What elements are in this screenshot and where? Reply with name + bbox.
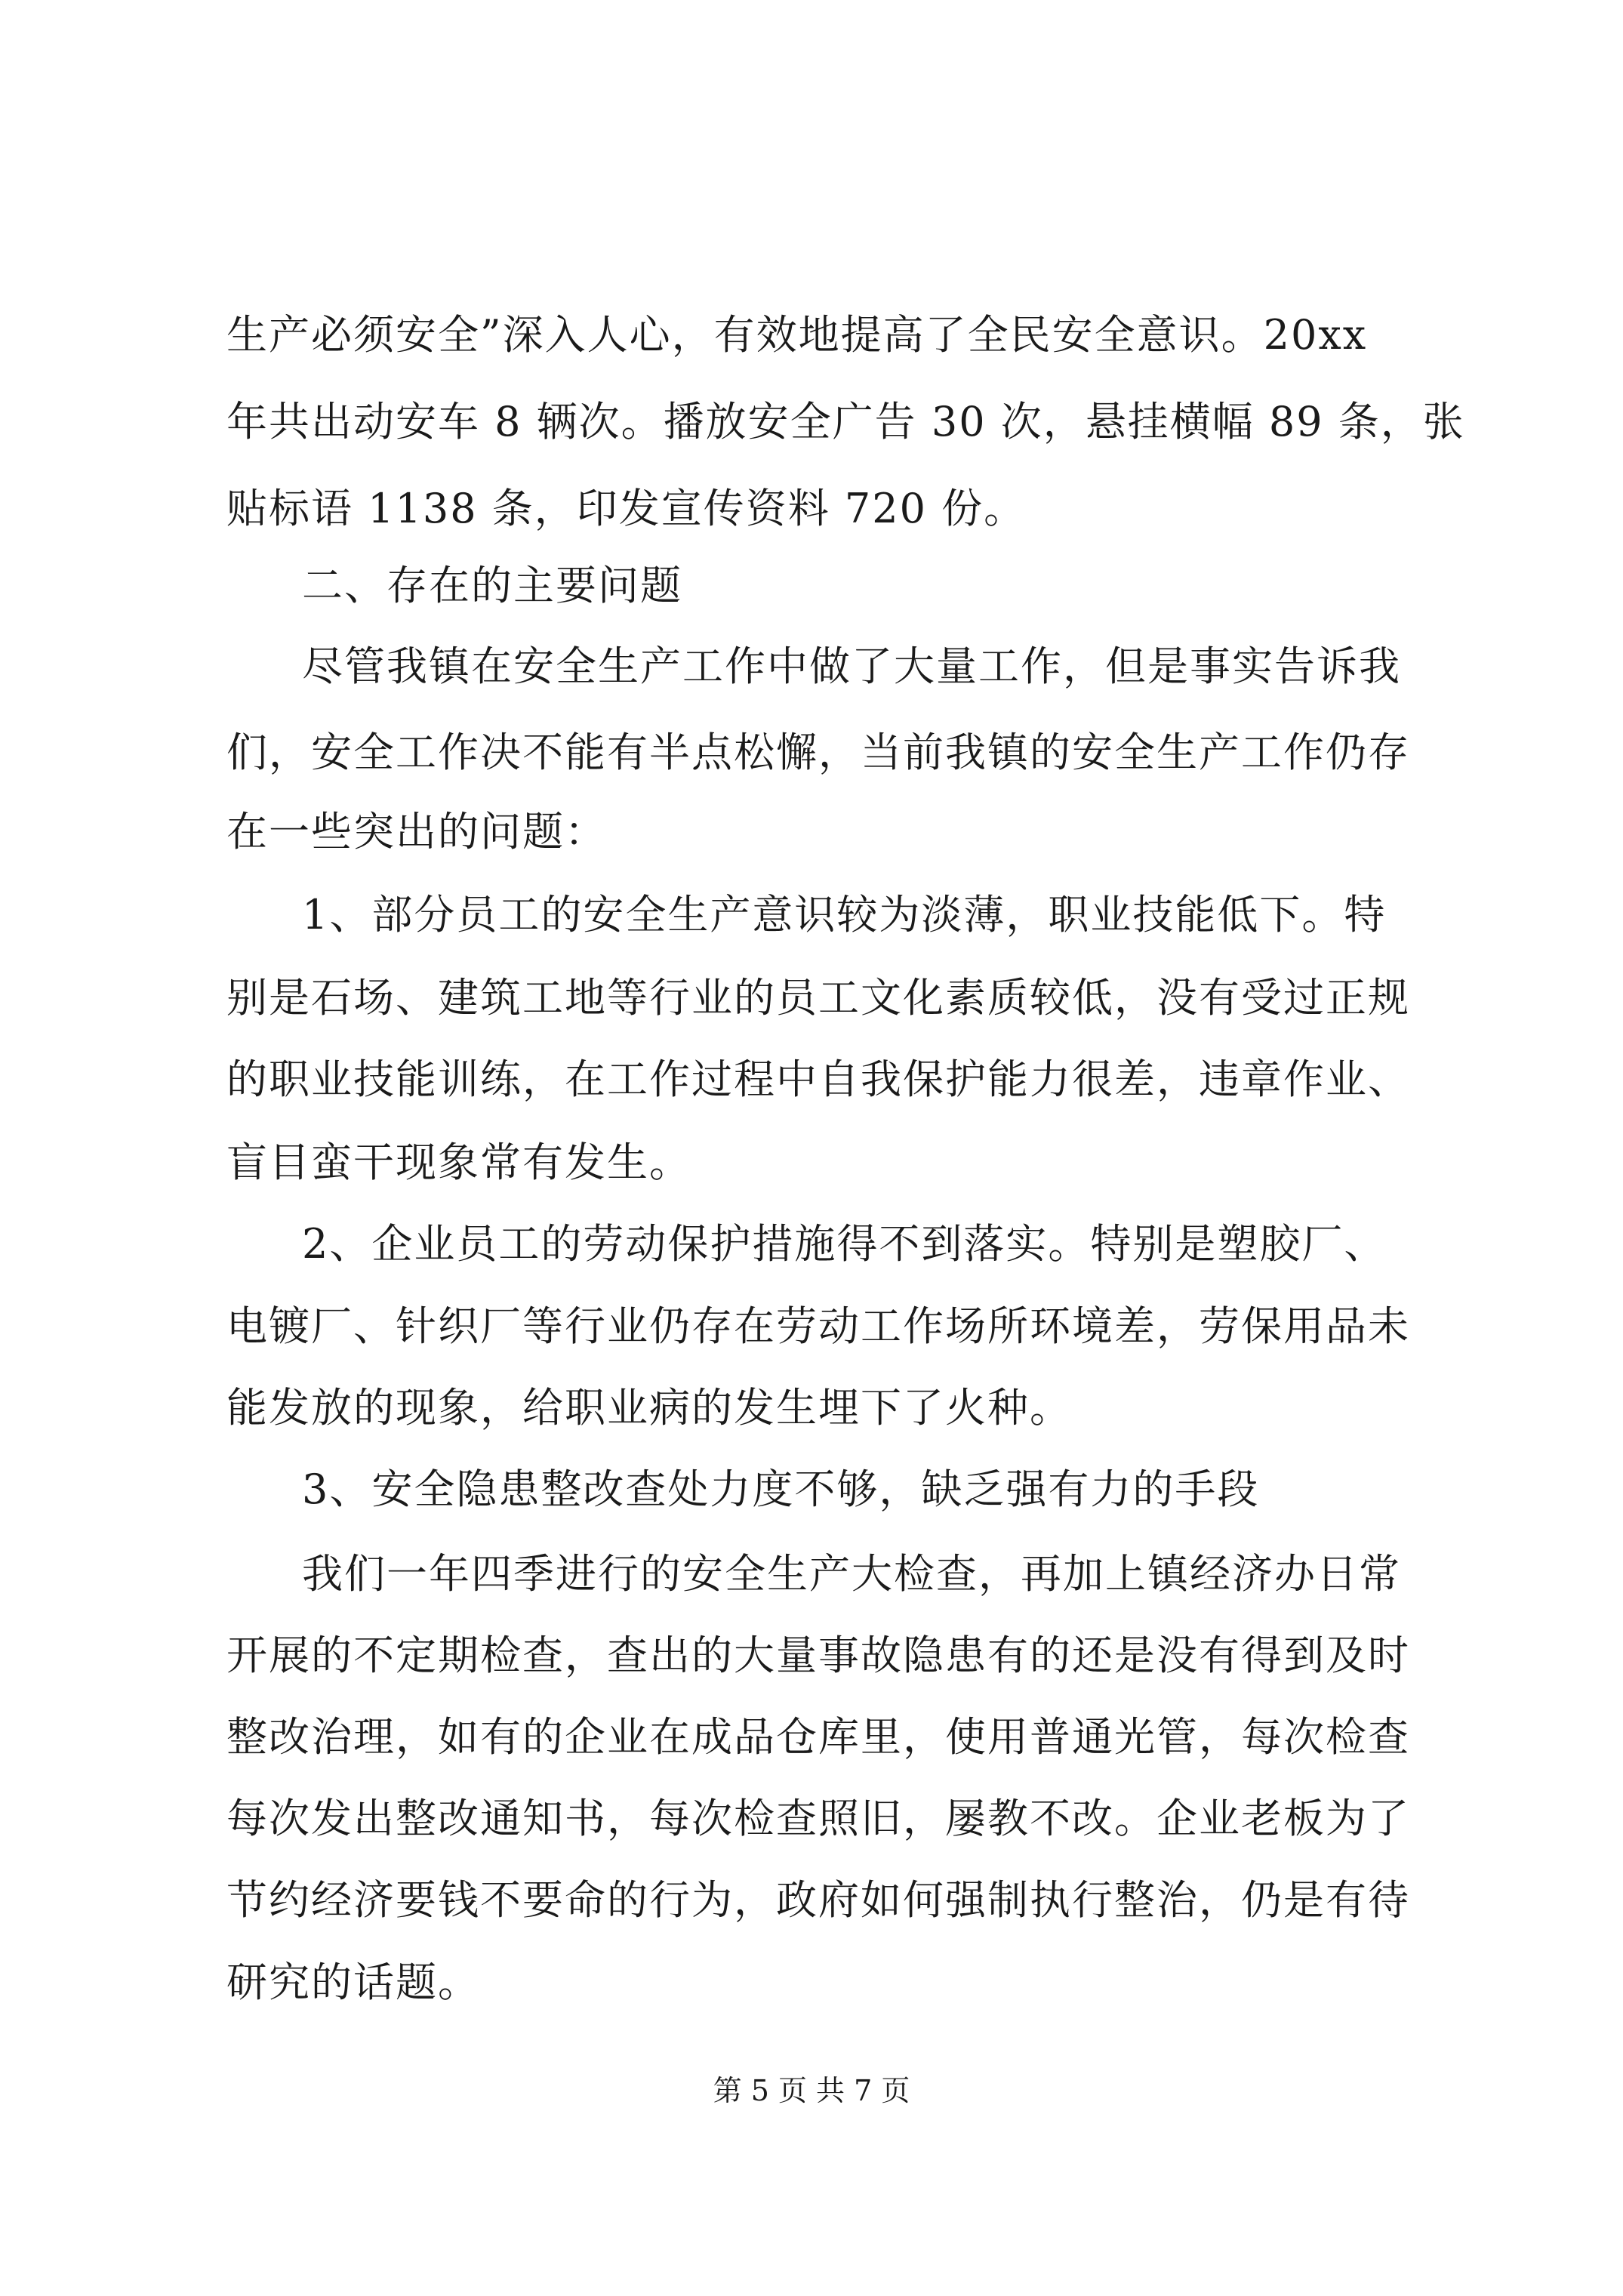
paragraph-line: 尽管我镇在安全生产工作中做了大量工作，但是事实告诉我: [302, 643, 1401, 690]
paragraph-line: 节约经济要钱不要命的行为，政府如何强制执行整治，仍是有待: [226, 1876, 1410, 1924]
paragraph-line: 电镀厂、针织厂等行业仍存在劳动工作场所环境差，劳保用品未: [226, 1302, 1410, 1350]
paragraph-line: 的职业技能训练，在工作过程中自我保护能力很差，违章作业、: [226, 1056, 1410, 1103]
paragraph-line: 2、企业员工的劳动保护措施得不到落实。特别是塑胶厂、: [302, 1220, 1387, 1268]
page-number-footer: 第 5 页 共 7 页: [713, 2074, 910, 2107]
paragraph-line: 别是石场、建筑工地等行业的员工文化素质较低，没有受过正规: [226, 974, 1410, 1022]
paragraph-line: 能发放的现象，给职业病的发生埋下了火种。: [226, 1384, 1072, 1432]
section-heading: 二、存在的主要问题: [302, 562, 682, 609]
paragraph-line: 生产必须安全”深入人心，有效地提高了全民安全意识。20xx: [226, 311, 1368, 359]
paragraph-line: 1、部分员工的安全生产意识较为淡薄，职业技能低下。特: [302, 891, 1387, 938]
paragraph-line: 贴标语 1138 条，印发宣传资料 720 份。: [226, 485, 1027, 532]
paragraph-line: 每次发出整改通知书，每次检查照旧，屡教不改。企业老板为了: [226, 1795, 1410, 1842]
paragraph-line: 我们一年四季进行的安全生产大检查，再加上镇经济办日常: [302, 1550, 1401, 1598]
paragraph-line: 整改治理，如有的企业在成品仓库里，使用普通光管，每次检查: [226, 1713, 1410, 1761]
paragraph-line: 3、安全隐患整改查处力度不够，缺乏强有力的手段: [302, 1465, 1260, 1513]
paragraph-line: 在一些突出的问题：: [226, 808, 607, 855]
paragraph-line: 年共出动安车 8 辆次。播放安全广告 30 次，悬挂横幅 89 条，张: [226, 398, 1465, 445]
paragraph-line: 开展的不定期检查，查出的大量事故隐患有的还是没有得到及时: [226, 1632, 1410, 1679]
paragraph-line: 盲目蛮干现象常有发生。: [226, 1139, 691, 1186]
paragraph-line: 研究的话题。: [226, 1959, 480, 2006]
paragraph-line: 们，安全工作决不能有半点松懈，当前我镇的安全生产工作仍存: [226, 729, 1410, 776]
